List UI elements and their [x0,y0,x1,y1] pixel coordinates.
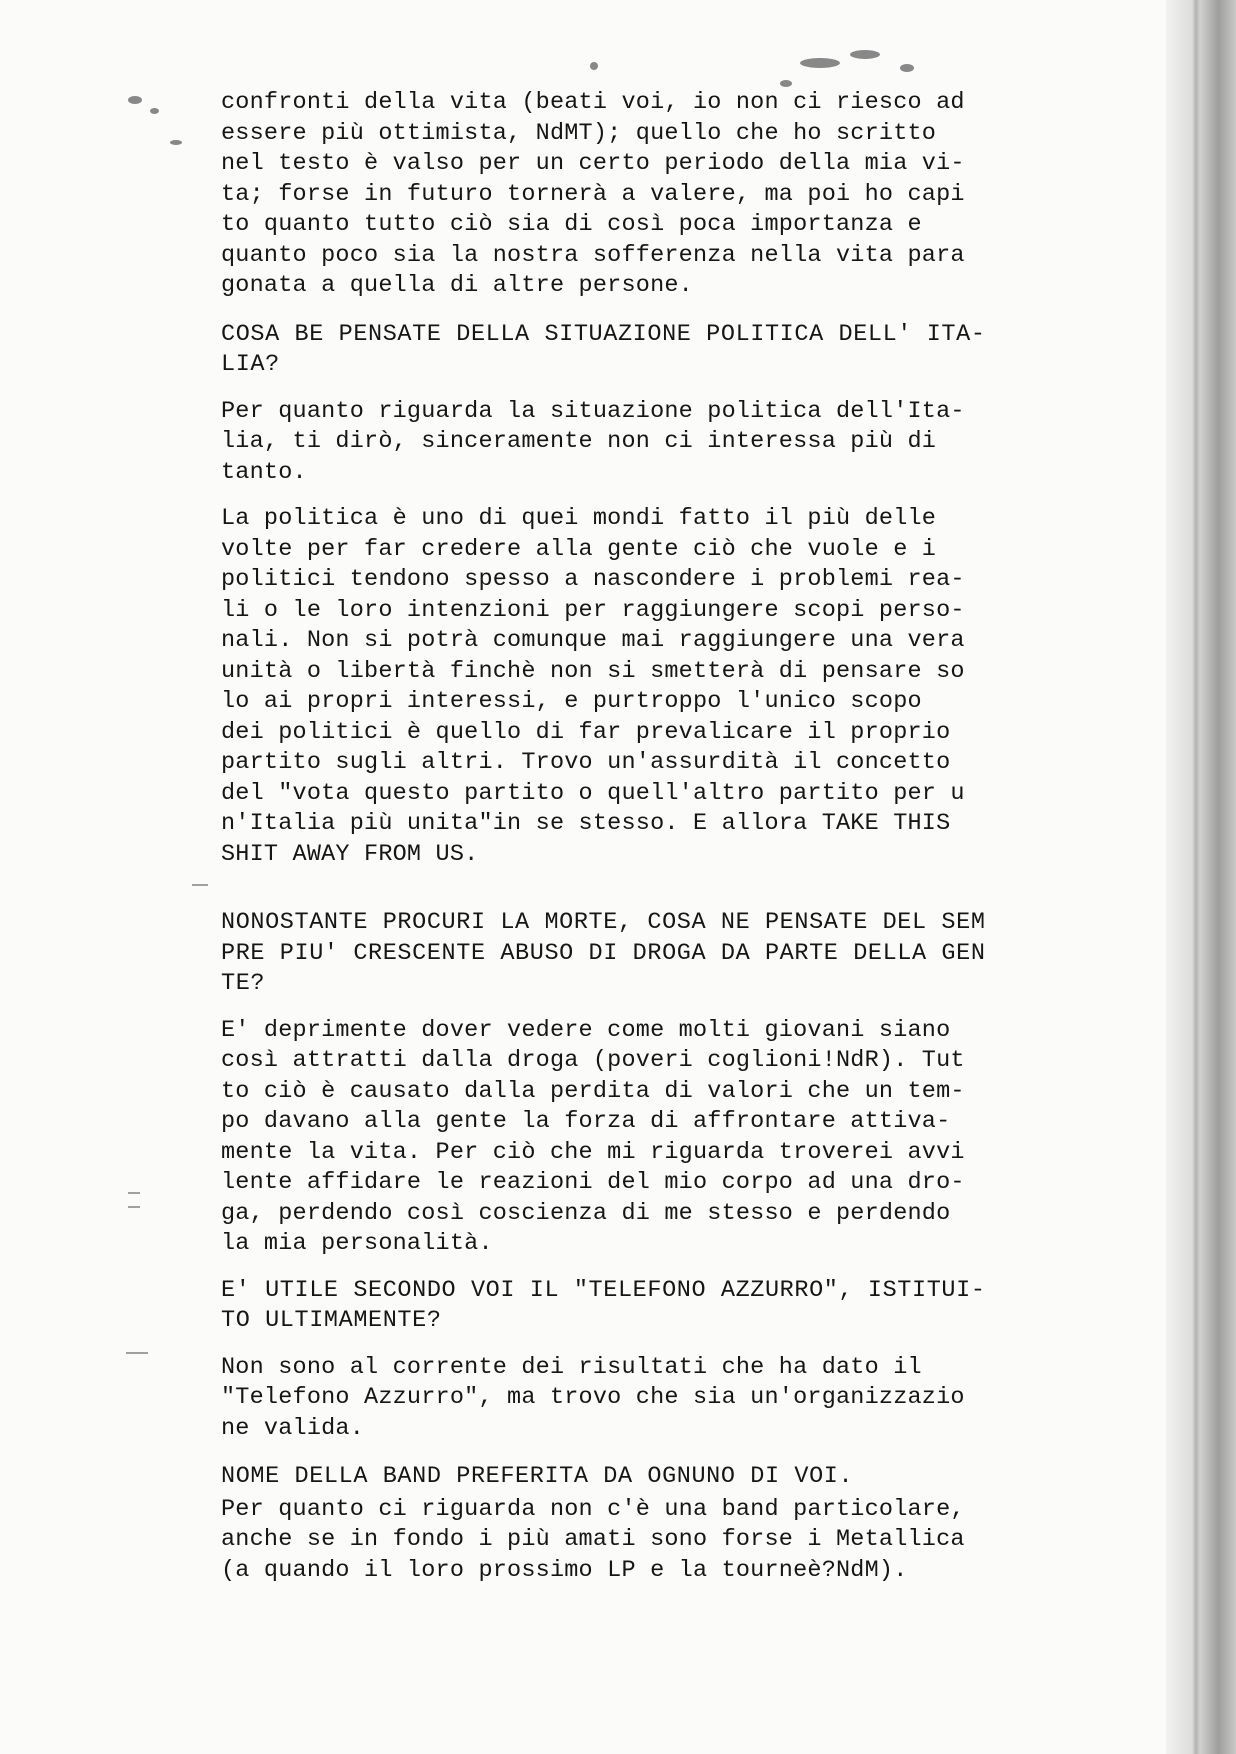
text-line: volte per far credere alla gente ciò che vuole e i [221,535,937,563]
text-line: Per quanto riguarda la situazione politica dell'Ita- [221,397,965,425]
question-paragraph [221,1276,1021,1337]
answer-paragraph [221,1353,1021,1445]
ink-smudge [850,50,880,59]
text-line: po davano alla gente la forza di affrontare attiva- [221,1108,951,1135]
text-line: unità o libertà finchè non si smetterà di pensare so [221,657,965,685]
text-line: Non sono al corrente dei risultati che ha dato il [221,1353,922,1381]
text-line: to ciò è causato dalla perdita di valori che un tem- [221,1077,965,1105]
page-edge [1166,0,1236,1754]
text-line: ne valida. [221,1414,365,1442]
text-line: ta; forse in futuro tornerà a valere, ma poi ho capi [221,180,965,208]
text-line: TE? [221,970,266,997]
text-line: La politica è uno di quei mondi fatto il più delle [221,505,937,532]
text-line: to quanto tutto ciò sia di così poca importanza e [221,211,922,238]
text-line: politici tendono spesso a nascondere i problemi rea- [221,566,965,593]
text-line: Per quanto ci riguarda non c'è una band particolare, [221,1495,965,1523]
margin-mark [128,1206,140,1208]
ink-smudge [590,62,598,70]
answer-paragraph [221,504,1021,870]
answer-paragraph [221,397,1021,489]
text-line: (a quando il loro prossimo LP e la tourneè?NdM). [221,1556,908,1584]
text-line: NONOSTANTE PROCURI LA MORTE, COSA NE PENSATE DEL SEM [221,909,986,936]
text-line: NOME DELLA BAND PREFERITA DA OGNUNO DI VOI. [221,1463,854,1490]
ink-smudge [900,64,914,72]
text-line: confronti della vita (beati voi, io non ci riesco ad [221,89,965,116]
ink-smudge [170,140,182,145]
text-line: essere più ottimista, NdMT); quello che ho scritto [221,119,937,147]
question-paragraph [221,1462,1021,1493]
text-line: COSA BE PENSATE DELLA SITUAZIONE POLITICA DELL' ITA- [221,320,986,348]
text-line: anche se in fondo i più amati sono forse i Metallica [221,1526,965,1553]
text-line: li o le loro intenzioni per raggiungere scopi perso- [221,596,965,624]
page-edge-shadow [1192,0,1200,1754]
text-line: la mia personalità. [221,1230,493,1257]
text-line: TO ULTIMAMENTE? [221,1307,442,1334]
text-line: E' deprimente dover vedere come molti giovani siano [221,1016,951,1044]
margin-mark [126,1352,148,1354]
text-line: lente affidare le reazioni del mio corpo ad una dro- [221,1169,965,1196]
ink-smudge [780,80,792,87]
text-line: quanto poco sia la nostra sofferenza nella vita para [221,241,965,269]
text-line: "Telefono Azzurro", ma trovo che sia un'organizzazio [221,1384,965,1411]
ink-smudge [128,96,142,104]
typewritten-text-column [221,88,1021,1602]
ink-smudge [800,58,840,68]
text-line: PRE PIU' CRESCENTE ABUSO DI DROGA DA PARTE DELLA GEN [221,939,986,967]
text-line: così attratti dalla droga (poveri coglioni!NdR). Tut [221,1047,965,1074]
text-line: mente la vita. Per ciò che mi riguarda troverei avvi [221,1138,965,1166]
text-line: lo ai propri interessi, e purtroppo l'unico scopo [221,688,922,715]
text-line: SHIT AWAY FROM US. [221,840,479,868]
text-line: lia, ti dirò, sinceramente non ci interessa più di [221,428,937,455]
question-paragraph [221,320,1021,381]
answer-paragraph [221,1016,1021,1260]
text-line: del "vota questo partito o quell'altro partito per u [221,779,965,807]
answer-paragraph [221,88,1021,302]
text-line: E' UTILE SECONDO VOI IL "TELEFONO AZZURRO", ISTITUI- [221,1276,986,1304]
text-line: gonata a quella di altre persone. [221,272,693,299]
question-paragraph [221,908,1021,1000]
text-line: dei politici è quello di far prevalicare il proprio [221,718,951,746]
text-line: LIA? [221,351,280,378]
text-line: nel testo è valso per un certo periodo della mia vi- [221,150,965,177]
margin-mark [128,1192,140,1194]
text-line: partito sugli altri. Trovo un'assurdità il concetto [221,749,951,776]
text-line: nali. Non si potrà comunque mai raggiungere una vera [221,627,965,654]
text-line: ga, perdendo così coscienza di me stesso e perdendo [221,1199,951,1227]
text-line: tanto. [221,458,307,486]
answer-paragraph [221,1495,1021,1587]
text-line: n'Italia più unita"in se stesso. E allora TAKE THIS [221,810,951,837]
ink-smudge [150,108,159,114]
margin-mark [192,884,208,886]
